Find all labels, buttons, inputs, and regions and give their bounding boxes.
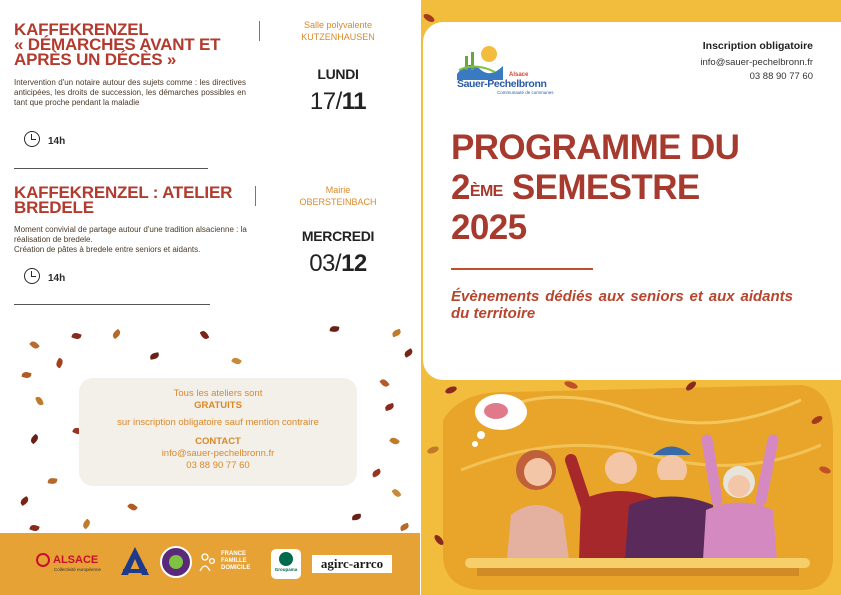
- programme-title: PROGRAMME DU 2ÈME SEMESTRE 2025: [451, 128, 740, 247]
- info-line-1: Tous les ateliers sont: [173, 388, 263, 399]
- clock-icon: [24, 131, 40, 147]
- info-email[interactable]: info@sauer-pechelbronn.fr: [161, 448, 275, 459]
- event-2-venue: Mairie OBERSTEINBACH: [299, 185, 377, 207]
- a-logo: [117, 545, 153, 581]
- info-phone: 03 88 90 77 60: [186, 460, 250, 471]
- event-1-time: 14h: [48, 136, 66, 147]
- landscape-logo-icon: [455, 44, 505, 82]
- inscription-email[interactable]: info@sauer-pechelbronn.fr: [700, 57, 813, 68]
- event-1-venue: Salle polyvalente KUTZENHAUSEN: [301, 20, 375, 42]
- event-1-date: 17/11: [309, 88, 367, 115]
- separator: [14, 304, 210, 305]
- event-2-date: 03/12: [309, 250, 367, 277]
- france-famille-domicile-logo: FRANCE FAMILLE DOMICILE: [198, 551, 260, 572]
- info-line-3: sur inscription obligatoire sauf mention contraire: [117, 417, 319, 428]
- divider: [255, 186, 256, 206]
- header-card: [423, 22, 841, 380]
- divider: [259, 21, 260, 41]
- event-1-day: LUNDI: [317, 66, 359, 82]
- info-free-label: GRATUITS: [194, 400, 242, 411]
- partner-logos-footer: [0, 533, 420, 595]
- alsace-heart-icon: [36, 553, 50, 567]
- seal-logo: [160, 546, 192, 578]
- info-contact-label: CONTACT: [195, 436, 241, 447]
- event-1-description: Intervention d'un notaire autour des sujets comme : les directives anticipées, les droits de succession, les démarches possibles en tant que proche pendant la maladie: [14, 78, 246, 107]
- inscription-phone: 03 88 90 77 60: [749, 71, 813, 82]
- event-2-description: Moment convivial de partage autour d'une tradition alsacienne : la réalisation de bredele. Création de pâtes à bredele entre seniors et aidants.: [14, 225, 247, 254]
- groupama-logo: Groupama: [271, 549, 301, 579]
- programme-subtitle: Évènements dédiés aux seniors et aux aidants du territoire: [451, 288, 793, 322]
- info-box: [79, 378, 357, 486]
- alsace-logo: ALSACE Collectivité européenne: [36, 553, 110, 572]
- clock-icon: [24, 268, 40, 284]
- title-rule: [451, 268, 593, 270]
- sauer-pechelbronn-logo: Alsace Sauer-Pechelbronn Communauté de communes: [453, 42, 549, 96]
- event-2-title: KAFFEKRENZEL : ATELIER BREDELE: [14, 183, 233, 217]
- left-panel: [0, 0, 420, 595]
- a-letter-icon: [117, 545, 153, 581]
- separator: [14, 168, 208, 169]
- event-2-day: MERCREDI: [301, 228, 375, 244]
- event-1-title: KAFFEKRENZEL « DÉMARCHES AVANT ET APRÈS UN DÉCÈS »: [14, 20, 221, 69]
- agirc-arrco-logo: agirc-arrco: [312, 555, 392, 573]
- family-icon: [198, 552, 218, 572]
- inscription-title: Inscription obligatoire: [702, 40, 813, 52]
- event-2-time: 14h: [48, 273, 66, 284]
